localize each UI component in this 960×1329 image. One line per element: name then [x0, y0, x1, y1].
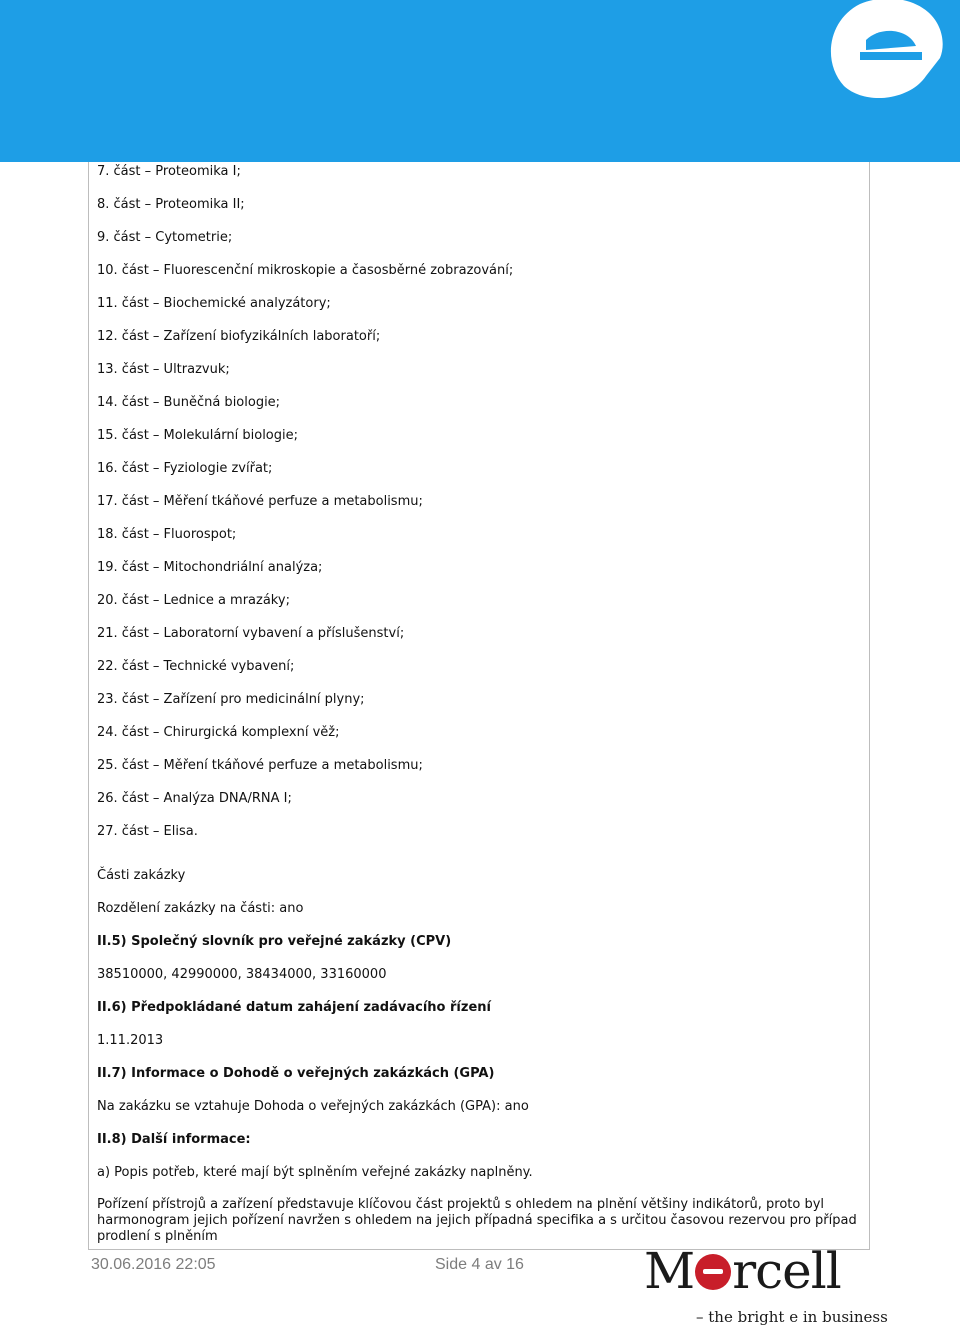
list-item: 27. část – Elisa.: [97, 824, 198, 839]
brand-letter-m: M: [644, 1242, 695, 1300]
list-item: 18. část – Fluorospot;: [97, 527, 237, 542]
gpa-heading: II.7) Informace o Dohodě o veřejných zakázkách (GPA): [97, 1066, 495, 1081]
date-heading: II.6) Předpokládané datum zahájení zadávacího řízení: [97, 1000, 491, 1015]
list-item: 7. část – Proteomika I;: [97, 164, 241, 179]
list-item: 8. část – Proteomika II;: [97, 197, 245, 212]
list-item: 9. část – Cytometrie;: [97, 230, 233, 245]
list-item: 26. část – Analýza DNA/RNA I;: [97, 791, 292, 806]
cpv-heading: II.5) Společný slovník pro veřejné zakázky (CPV): [97, 934, 452, 949]
list-item: 11. část – Biochemické analyzátory;: [97, 296, 331, 311]
info-a: a) Popis potřeb, které mají být splněním veřejné zakázky naplněny.: [97, 1165, 533, 1180]
gpa-value: Na zakázku se vztahuje Dohoda o veřejných zakázkách (GPA): ano: [97, 1099, 529, 1114]
cpv-codes: 38510000, 42990000, 38434000, 33160000: [97, 967, 387, 982]
list-item: 24. část – Chirurgická komplexní věž;: [97, 725, 340, 740]
brand-letters-rest: rcell: [732, 1242, 841, 1300]
info-heading: II.8) Další informace:: [97, 1132, 251, 1147]
list-item: 10. část – Fluorescenční mikroskopie a časosběrné zobrazování;: [97, 263, 514, 278]
list-item: 25. část – Měření tkáňové perfuze a metabolismu;: [97, 758, 423, 773]
list-item: 17. část – Měření tkáňové perfuze a metabolismu;: [97, 494, 423, 509]
list-item: 22. část – Technické vybavení;: [97, 659, 295, 674]
list-item: 15. část – Molekulární biologie;: [97, 428, 299, 443]
brand-wordmark: [644, 1242, 841, 1300]
list-item: 21. část – Laboratorní vybavení a příslušenství;: [97, 626, 405, 641]
footer-date: 30.06.2016 22:05: [91, 1256, 216, 1273]
marcell-logo: [640, 1242, 888, 1329]
header-band: [0, 0, 960, 162]
date-value: 1.11.2013: [97, 1033, 164, 1048]
list-item: 19. část – Mitochondriální analýza;: [97, 560, 323, 575]
document-content: [97, 163, 862, 1245]
e-swoosh-logo-icon: [800, 0, 960, 120]
list-item: 20. část – Lednice a mrazáky;: [97, 593, 290, 608]
parts-division: Rozdělení zakázky na části: ano: [97, 901, 304, 916]
parts-list: [97, 163, 862, 856]
list-item: 14. část – Buněčná biologie;: [97, 395, 281, 410]
brand-tagline: – the bright e in business: [696, 1308, 888, 1326]
parts-heading: Části zakázky: [97, 868, 186, 883]
footer-page-number: Side 4 av 16: [435, 1256, 524, 1273]
red-e-circle-icon: [695, 1254, 731, 1290]
list-item: 23. část – Zařízení pro medicinální plyny;: [97, 692, 365, 707]
list-item: 12. část – Zařízení biofyzikálních laboratoří;: [97, 329, 381, 344]
list-item: 13. část – Ultrazvuk;: [97, 362, 230, 377]
list-item: 16. část – Fyziologie zvířat;: [97, 461, 273, 476]
info-paragraph: Pořízení přístrojů a zařízení představuje klíčovou část projektů s ohledem na plnění většiny indikátorů, proto byl harmonogram jejich pořízení navržen s ohledem na jejich případná specifika a s určitou časovou rezervou pro případ prodlení s plněním: [97, 1197, 857, 1244]
